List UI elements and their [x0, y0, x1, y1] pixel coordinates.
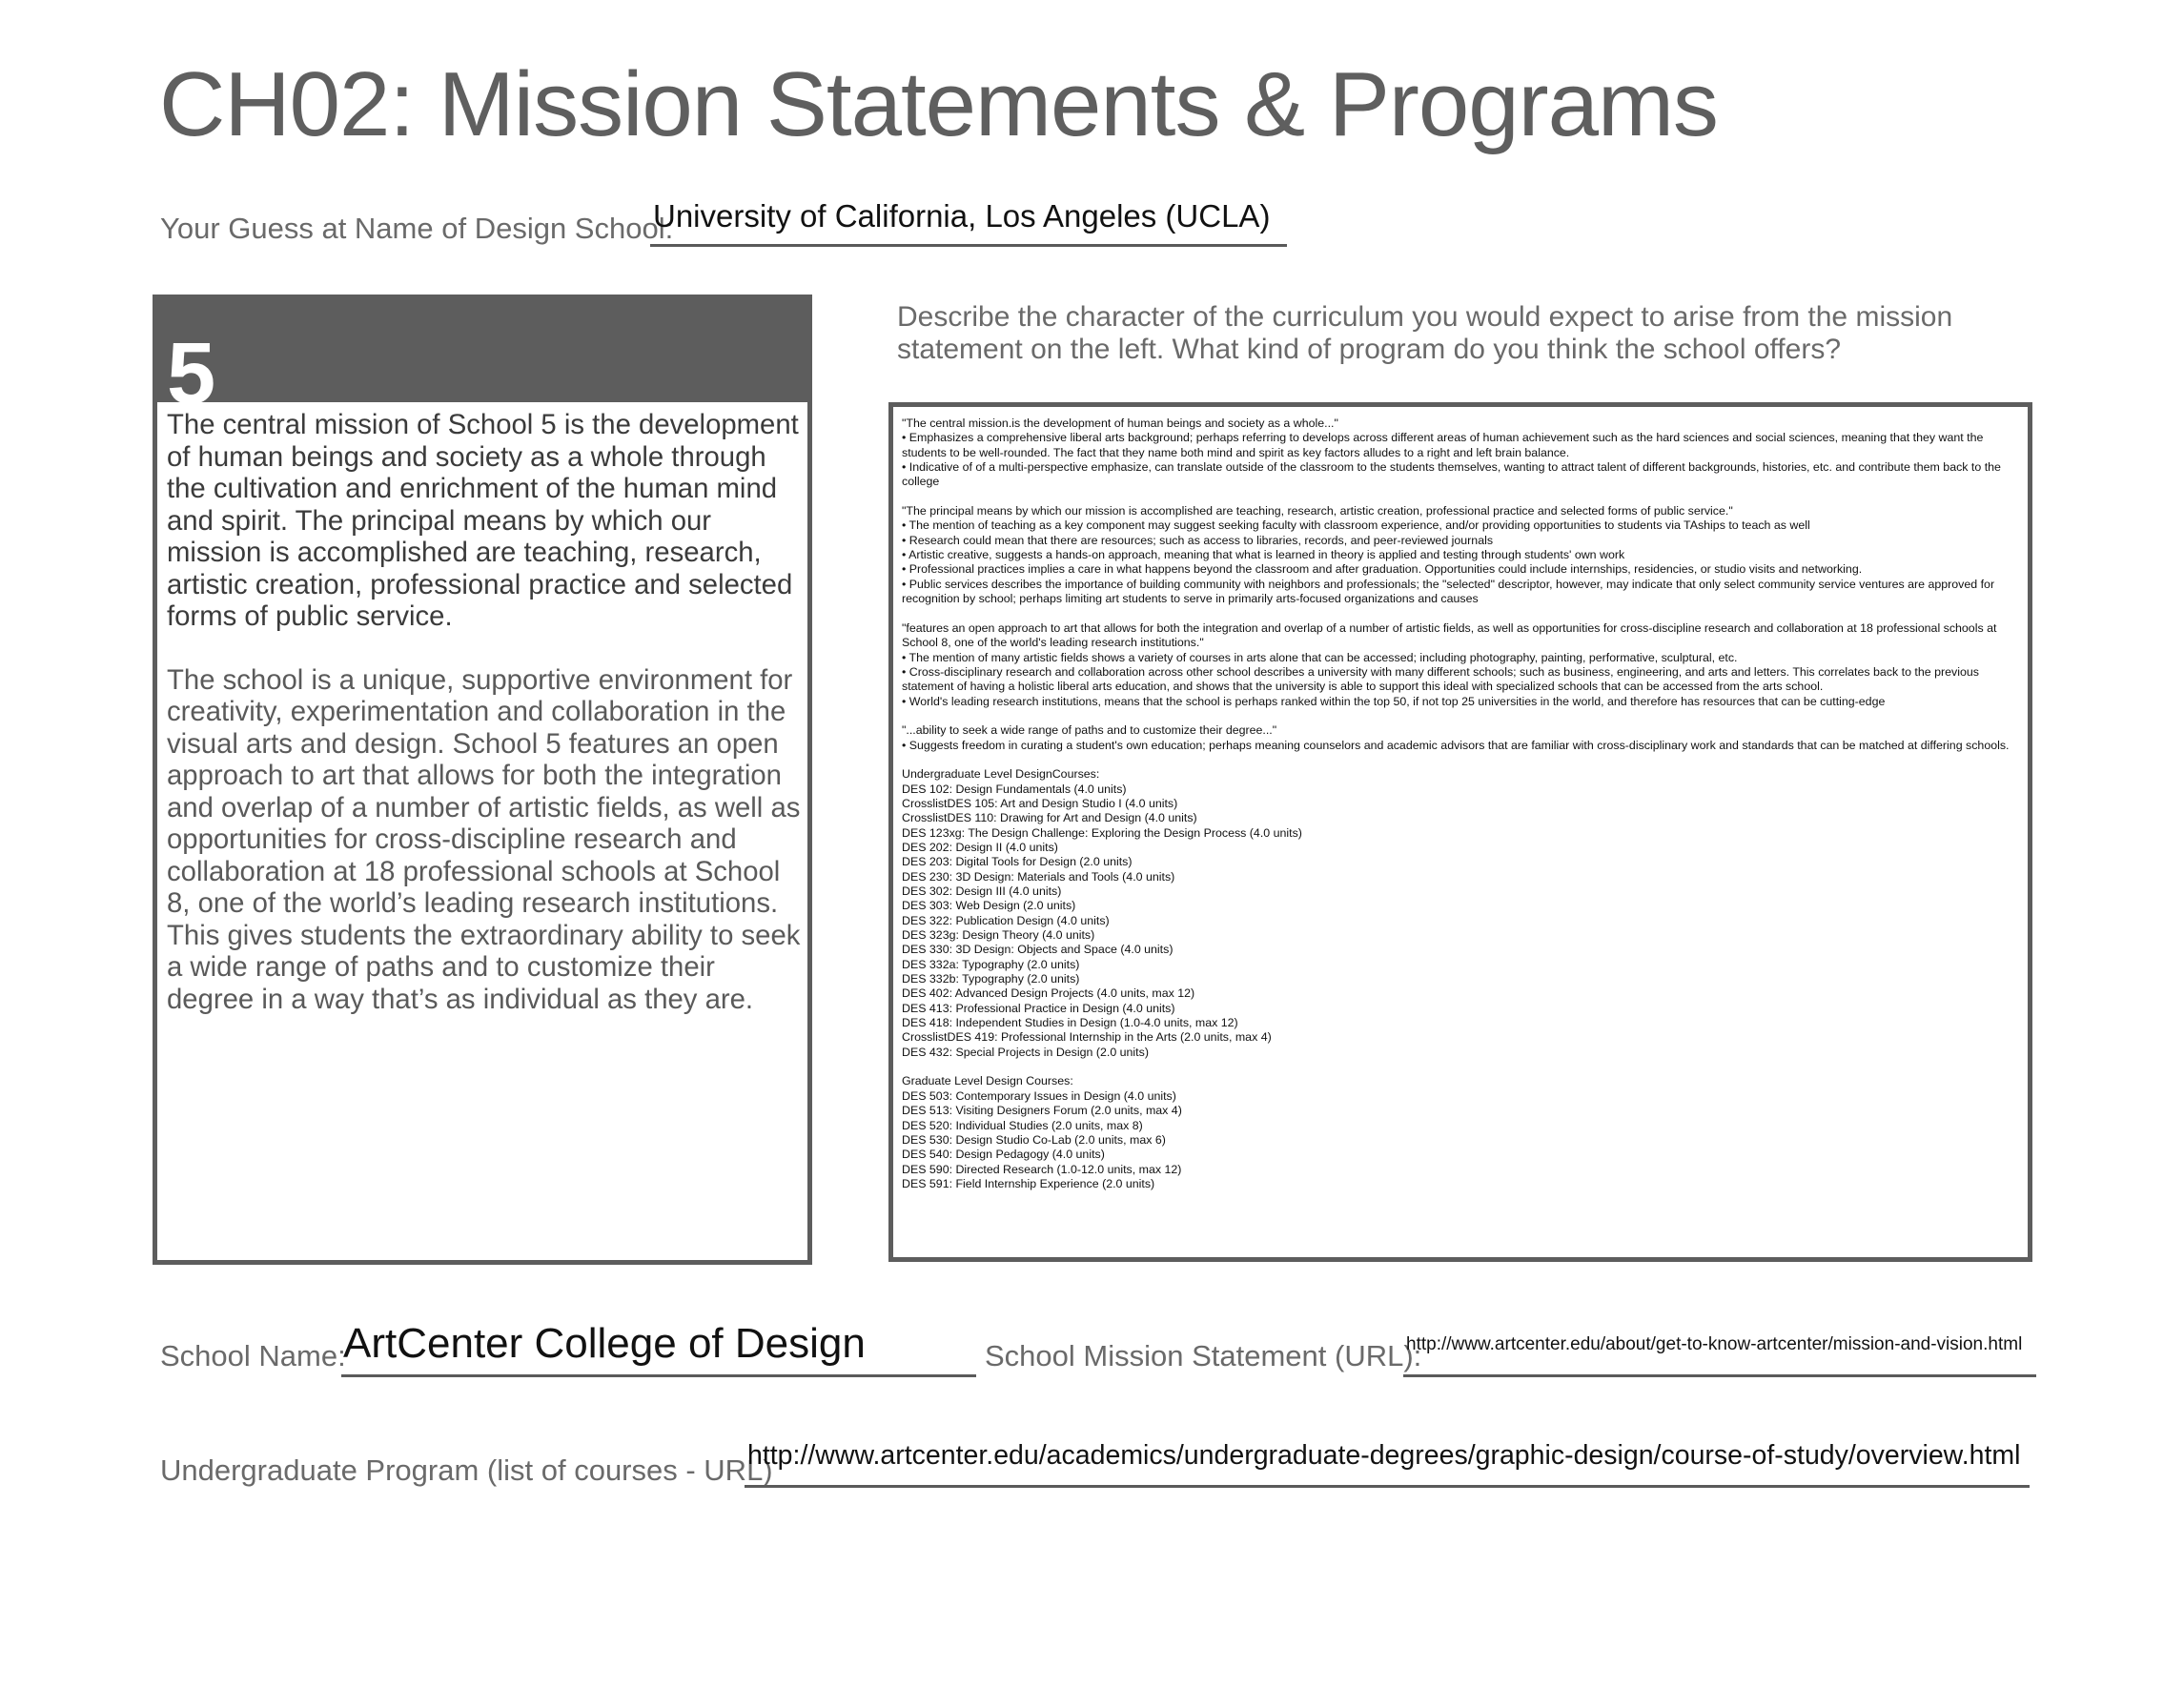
answer-line: • Research could mean that there are resources; such as access to libraries, records, and peer-reviewed journals — [902, 533, 1494, 547]
guess-label: Your Guess at Name of Design School: — [160, 212, 674, 245]
course-item: CrosslistDES 110: Drawing for Art and Design (4.0 units) — [902, 811, 1197, 825]
guess-input[interactable]: University of California, Los Angeles (UCLA) — [653, 198, 1271, 234]
curriculum-prompt: Describe the character of the curriculum you would expect to arise from the mission statement on the left. What kind of program do you think the school offers? — [897, 301, 1953, 365]
course-item: CrosslistDES 419: Professional Internship in the Arts (2.0 units, max 4) — [902, 1030, 1272, 1045]
course-item: DES 323g: Design Theory (4.0 units) — [902, 928, 1095, 943]
answer-line: • Emphasizes a comprehensive liberal arts background; perhaps referring to develops across different areas of human achievement such as the hard sciences and social sciences, meaning that they want the students to be well-rounded. The fact that they name both mind and spirit as key factors alludes to a right and left brain balance. — [902, 431, 1984, 459]
answer-line: "...ability to seek a wide range of paths and to customize their degree..." — [902, 723, 1277, 738]
undergrad-program-label: Undergraduate Program (list of courses - URL) — [160, 1453, 773, 1487]
answer-line: • Suggests freedom in curating a student's own education; perhaps meaning counselors and academic advisors that are familiar with cross-disciplinary work and standards that can be matched at differing schools. — [902, 738, 2010, 752]
grad-course-list — [902, 1074, 2025, 1191]
school-card — [153, 295, 812, 1265]
undergrad-program-input[interactable]: http://www.artcenter.edu/academics/undergraduate-degrees/graphic-design/course-of-study/overview.html — [747, 1440, 2021, 1471]
answer-line: • Artistic creative, suggests a hands-on approach, meaning that what is learned in theory is applied and testing through students' own work — [902, 548, 1625, 562]
course-item: DES 322: Publication Design (4.0 units) — [902, 913, 1110, 927]
answer-line: • Indicative of of a multi-perspective emphasize, can translate outside of the classroom to the students themselves, wanting to attract talent of different backgrounds, histories, etc. and contribute them back to the college — [902, 460, 2001, 489]
mission-url-input[interactable]: http://www.artcenter.edu/about/get-to-know-artcenter/mission-and-vision.html — [1406, 1334, 2023, 1354]
mission-paragraph: The central mission of School 5 is the development of human beings and society as a whole through the cultivation and enrichment of the human mind and spirit. The principal means by which our mission is accomplished are teaching, research, artistic creation, professional practice and selected forms of public service. — [167, 409, 799, 632]
page-title: CH02: Mission Statements & Programs — [159, 53, 1718, 155]
course-item: DES 203: Digital Tools for Design (2.0 units) — [902, 855, 1133, 869]
answer-line: "features an open approach to art that allows for both the integration and overlap of a number of artistic fields, as well as opportunities for cross-discipline research and collaboration at 18 professional schools at School 8, one of the world's leading research institutions." — [902, 620, 1997, 650]
answer-block — [902, 621, 2025, 709]
course-item: DES 503: Contemporary Issues in Design (4.0 units) — [902, 1088, 1176, 1103]
undergrad-course-list — [902, 767, 2025, 1060]
answer-line: • Professional practices implies a care in what happens beyond the classroom and after graduation. Opportunities could include internships, residencies, or studio visits and networking. — [902, 562, 1863, 577]
course-item: DES 413: Professional Practice in Design (4.0 units) — [902, 1001, 1175, 1015]
undergrad-heading: Undergraduate Level DesignCourses: — [902, 767, 1100, 782]
school-name-label: School Name: — [160, 1339, 346, 1372]
answer-line: • Cross-disciplinary research and collaboration across other school describes a university with many different schools; such as business, engineering, and arts and letters. This correlates back to the previous statement of having a holistic liberal arts education, and shows that the university is able to support this ideal with specialized schools that can be accessed from the arts school. — [902, 664, 1979, 694]
course-item: DES 230: 3D Design: Materials and Tools (4.0 units) — [902, 869, 1175, 884]
curriculum-answer-box[interactable] — [888, 402, 2032, 1262]
course-item: DES 102: Design Fundamentals (4.0 units) — [902, 782, 1127, 796]
school-card-header — [157, 299, 807, 422]
answer-line: "The central mission.is the development of human beings and society as a whole..." — [902, 417, 1338, 430]
course-item: DES 591: Field Internship Experience (2.0 units) — [902, 1176, 1155, 1190]
course-item: DES 302: Design III (4.0 units) — [902, 884, 1062, 898]
course-item: DES 513: Visiting Designers Forum (2.0 units, max 4) — [902, 1104, 1182, 1118]
course-item: DES 520: Individual Studies (2.0 units, max 8) — [902, 1118, 1143, 1132]
course-item: DES 540: Design Pedagogy (4.0 units) — [902, 1148, 1105, 1162]
course-item: DES 330: 3D Design: Objects and Space (4.0 units) — [902, 943, 1174, 957]
curriculum-answer-text[interactable] — [902, 417, 2025, 1207]
course-item: CrosslistDES 105: Art and Design Studio I (4.0 units) — [902, 796, 1178, 810]
answer-line: • World's leading research institutions, means that the school is perhaps ranked within the top 50, if not top 25 universities in the world, and therefore has resources that can be cutting-edge — [902, 694, 1886, 708]
answer-block — [902, 417, 2025, 490]
mission-statement — [167, 409, 806, 1047]
course-item: DES 530: Design Studio Co-Lab (2.0 units, max 6) — [902, 1132, 1166, 1147]
answer-line: • Public services describes the importance of building community with neighbors and professionals; the "selected" descriptor, however, may indicate that only select community service ventures are approved for recognition by school; perhaps limiting art students to serve in primarily arts-focused organizations and causes — [902, 577, 1995, 606]
course-item: DES 432: Special Projects in Design (2.0 units) — [902, 1045, 1149, 1059]
answer-line: • The mention of teaching as a key component may suggest seeking faculty with classroom experience, and/or providing opportunities to students via TAships to teach as well — [902, 518, 1810, 533]
grad-heading: Graduate Level Design Courses: — [902, 1074, 1073, 1088]
course-item: DES 402: Advanced Design Projects (4.0 units, max 12) — [902, 986, 1195, 1001]
course-item: DES 202: Design II (4.0 units) — [902, 840, 1058, 854]
answer-line: "The principal means by which our mission is accomplished are teaching, research, artistic creation, professional practice and selected forms of public service." — [902, 504, 1733, 518]
school-number: 5 — [167, 325, 216, 422]
course-item: DES 123xg: The Design Challenge: Exploring the Design Process (4.0 units) — [902, 825, 1302, 840]
answer-block — [902, 504, 2025, 606]
course-item: DES 332b: Typography (2.0 units) — [902, 972, 1080, 986]
mission-paragraph: The school is a unique, supportive environment for creativity, experimentation and collaboration in the visual arts and design. School 5 features an open approach to art that allows for both the integration and overlap of a number of artistic fields, as well as opportunities for cross-discipline research and collaboration at 18 professional schools at School 8, one of the world’s leading research institutions. This gives students the extraordinary ability to seek a wide range of paths and to customize their degree in a way that’s as individual as they are. — [167, 663, 801, 1015]
course-item: DES 303: Web Design (2.0 units) — [902, 899, 1076, 913]
mission-url-label: School Mission Statement (URL): — [985, 1339, 1422, 1372]
course-item: DES 332a: Typography (2.0 units) — [902, 957, 1080, 971]
course-item: DES 590: Directed Research (1.0-12.0 units, max 12) — [902, 1162, 1182, 1176]
course-item: DES 418: Independent Studies in Design (1.0-4.0 units, max 12) — [902, 1016, 1238, 1030]
school-name-input[interactable]: ArtCenter College of Design — [343, 1320, 866, 1367]
answer-line: • The mention of many artistic fields shows a variety of courses in arts alone that can be accessed; including photography, painting, performative, sculptural, etc. — [902, 650, 1738, 664]
answer-block — [902, 723, 2025, 753]
